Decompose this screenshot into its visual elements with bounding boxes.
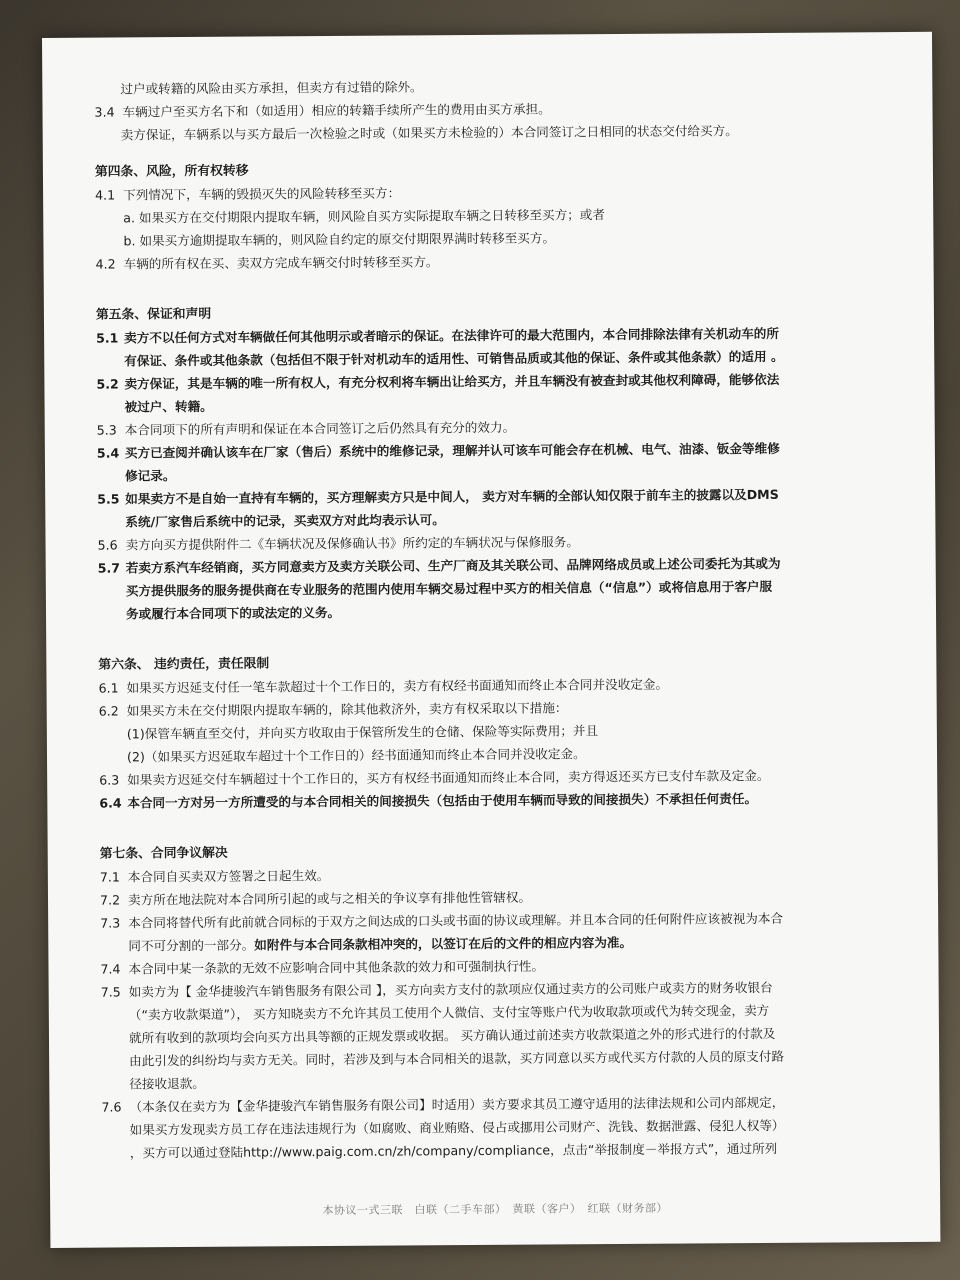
clause-number: 4.2	[95, 256, 116, 272]
clause-text: 如果买方未在交付期限内提取车辆的，除其他救济外，卖方有权采取以下措施：	[126, 700, 568, 719]
clause-text: ，买方可以通过登陆http://www.paig.com.cn/zh/company/compliance，点击“举报制度－举报方式”，通过所列	[129, 1140, 778, 1161]
clause-number: 7.6	[101, 1099, 122, 1115]
clause-text: 卖方不以任何方式对车辆做任何其他明示或者暗示的保证。在法律许可的最大范围内，本合同排除法律有关机动车的所	[124, 325, 780, 346]
clause-text: （本条仅在卖方为【金华捷骏汽车销售服务有限公司】时适用）卖方要求其员工遵守适用的法律法规和公司内部规定，	[129, 1094, 785, 1115]
clause-text: 如果买方发现卖方员工存在违法违规行为（如腐败、商业贿赂、侵占或挪用公司财产、洗钱、数据泄露、侵犯人权等）	[129, 1117, 785, 1138]
clause-text: （“卖方收款渠道”）， 买方知晓卖方不允许其员工使用个人微信、支付宝等账户代为收取款项或代为转交现金，卖方	[128, 1002, 770, 1023]
clause-line	[95, 118, 885, 147]
page-footer: 本协议一式三联 白联（二手车部） 黄联（客户） 红联（财务部）	[322, 1201, 668, 1218]
clause-number: 7.3	[100, 915, 121, 931]
clause-text: 若卖方系汽车经销商，买方同意卖方及卖方关联公司、生产厂商及其关联公司、品牌网络成员或上述公司委托为其或为	[125, 555, 781, 576]
clause-text: 车辆的所有权在买、卖双方完成车辆交付时转移至买方。	[123, 254, 439, 272]
clause-text: 买方提供服务的服务提供商在专业服务的范围内使用车辆交易过程中买方的相关信息（“信息”）或将信息用于客户服	[125, 578, 773, 599]
clause-text: 如卖方为【 金华捷骏汽车销售服务有限公司 】，买方向卖方支付的款项应仅通过卖方的公司账户或卖方的财务收银台	[128, 979, 773, 1000]
clause-text: 买方已查阅并确认该车在厂家（售后）系统中的维修记录，理解并认可该车可能会存在机械、电气、油漆、钣金等维修	[124, 440, 780, 461]
clause-text: 过户或转籍的风险由买方承担，但卖方有过错的除外。	[120, 79, 423, 97]
clause-text: 第七条、合同争议解决	[99, 845, 228, 862]
clause-text: 卖方所在地法院对本合同所引起的或与之相关的争议享有排他性管辖权。	[127, 889, 532, 908]
clause-text: 第五条、保证和声明	[95, 306, 212, 323]
clause-text: (2)（如果买方迟延取车超过十个工作日的）经书面通知而终止本合同并没收定金。	[126, 746, 586, 765]
clause-text: a. 如果买方在交付期限内提取车辆，则风险自买方实际提取车辆之日转移至买方；或者	[123, 207, 606, 226]
clause-bold-text: 如附件与本合同条款相冲突的，以签订在后的文件的相应内容为准。	[254, 934, 633, 953]
clause-number: 5.1	[96, 330, 119, 346]
clause-number: 6.4	[99, 795, 122, 811]
clause-text: 卖方保证，其是车辆的唯一所有权人，有充分权利将车辆出让给买方，并且车辆没有被查封或其他权利障碍，能够依法	[124, 371, 780, 392]
clause-number: 7.4	[100, 961, 121, 977]
clause-text: 第四条、风险，所有权转移	[94, 163, 249, 180]
clause-text: 有保证、条件或其他条款（包括但不限于针对机动车的适用性、可销售品质或其他的保证、条件或其他条款）的适用 。	[124, 348, 784, 369]
clause-number: 4.1	[95, 187, 116, 203]
clause-number: 5.4	[96, 445, 120, 461]
clause-number: 6.1	[98, 680, 119, 696]
clause-text: 车辆过户至买方名下和（如适用）相应的转籍手续所产生的费用由买方承担。	[122, 101, 551, 120]
clause-text: (1)保管车辆直至交付，并向买方收取由于保管所发生的仓储、保险等实际费用；并且	[126, 723, 599, 742]
clause-text: 如果卖方迟延交付车辆超过十个工作日的，买方有权经书面通知而终止本合同，卖方得返还买方已支付车款及定金。	[127, 767, 770, 788]
clause-text: 同不可分割的一部分。	[128, 937, 255, 954]
clause-text: 下列情况下，车辆的毁损灭失的风险转移至买方：	[123, 185, 401, 203]
clause-text: 第六条、 违约责任，责任限制	[98, 656, 270, 673]
clause-text: 务或履行本合同项下的或法定的义务。	[125, 604, 341, 622]
clause-text: 本合同项下的所有声明和保证在本合同签订之后仍然具有充分的效力。	[124, 419, 516, 438]
clause-text: 如果卖方不是自始一直持有车辆的，买方理解卖方只是中间人， 卖方对车辆的全部认知仅限于前车主的披露以及DMS	[125, 486, 779, 507]
clause-text: 本合同将替代所有此前就合同标的于双方之间达成的口头或书面的协议或理解。并且本合同的任何附件应该被视为本合	[128, 910, 784, 931]
clause-number: 6.2	[98, 703, 119, 719]
clause-number: 7.1	[99, 869, 120, 885]
contract-page	[42, 32, 940, 1248]
clause-text: 卖方向买方提供附件二《车辆状况及保修确认书》所约定的车辆状况与保修服务。	[125, 534, 579, 553]
clause-number: 5.3	[96, 422, 117, 438]
clause-text: 就所有收到的款项均会向买方出具等额的正规发票或收据。 买方确认通过前述卖方收款渠道之外的形式进行的付款及	[128, 1025, 776, 1046]
clause-text: 如果买方迟延支付任一笔车款超过十个工作日的，卖方有权经书面通知而终止本合同并没收定金。	[126, 676, 669, 696]
clause-text: b. 如果买方逾期提取车辆的，则风险自约定的原交付期限界满时转移至买方。	[123, 230, 556, 249]
clause-number: 3.4	[94, 104, 115, 120]
clause-text: 修记录。	[125, 468, 176, 484]
clause-text: 本合同中某一条款的无效不应影响合同中其他条款的效力和可强制执行性。	[128, 958, 545, 977]
clause-number: 7.2	[99, 892, 121, 908]
clause-text: 被过户、转籍。	[124, 398, 213, 415]
contract-text	[94, 72, 892, 1164]
clause-number: 6.3	[99, 772, 120, 788]
clause-text: 卖方保证，车辆系以与买方最后一次检验之时或（如果买方未检验的）本合同签订之日相同的状态交付给买方。	[120, 123, 738, 143]
clause-number: 5.2	[96, 376, 119, 392]
clause-text: 径接收退款。	[129, 1075, 205, 1092]
clause-number: 7.5	[100, 984, 121, 1000]
clause-text: 本合同自买卖双方签署之日起生效。	[127, 868, 330, 885]
clause-text: 系统/厂家售后系统中的记录，买卖双方对此均表示认可。	[125, 512, 445, 530]
clause-number: 5.5	[97, 491, 120, 507]
clause-text: 本合同一方对另一方所遭受的与本合同相关的间接损失（包括由于使用车辆而导致的间接损失）不承担任何责任。	[127, 791, 758, 811]
clause-number: 5.6	[97, 537, 118, 553]
clause-text: 由此引发的纠纷均与卖方无关。同时，若涉及到与本合同相关的退款，买方同意以买方或代买方付款的人员的原支付路	[129, 1048, 785, 1069]
clause-number: 5.7	[97, 560, 121, 576]
clause-line	[102, 1136, 892, 1165]
